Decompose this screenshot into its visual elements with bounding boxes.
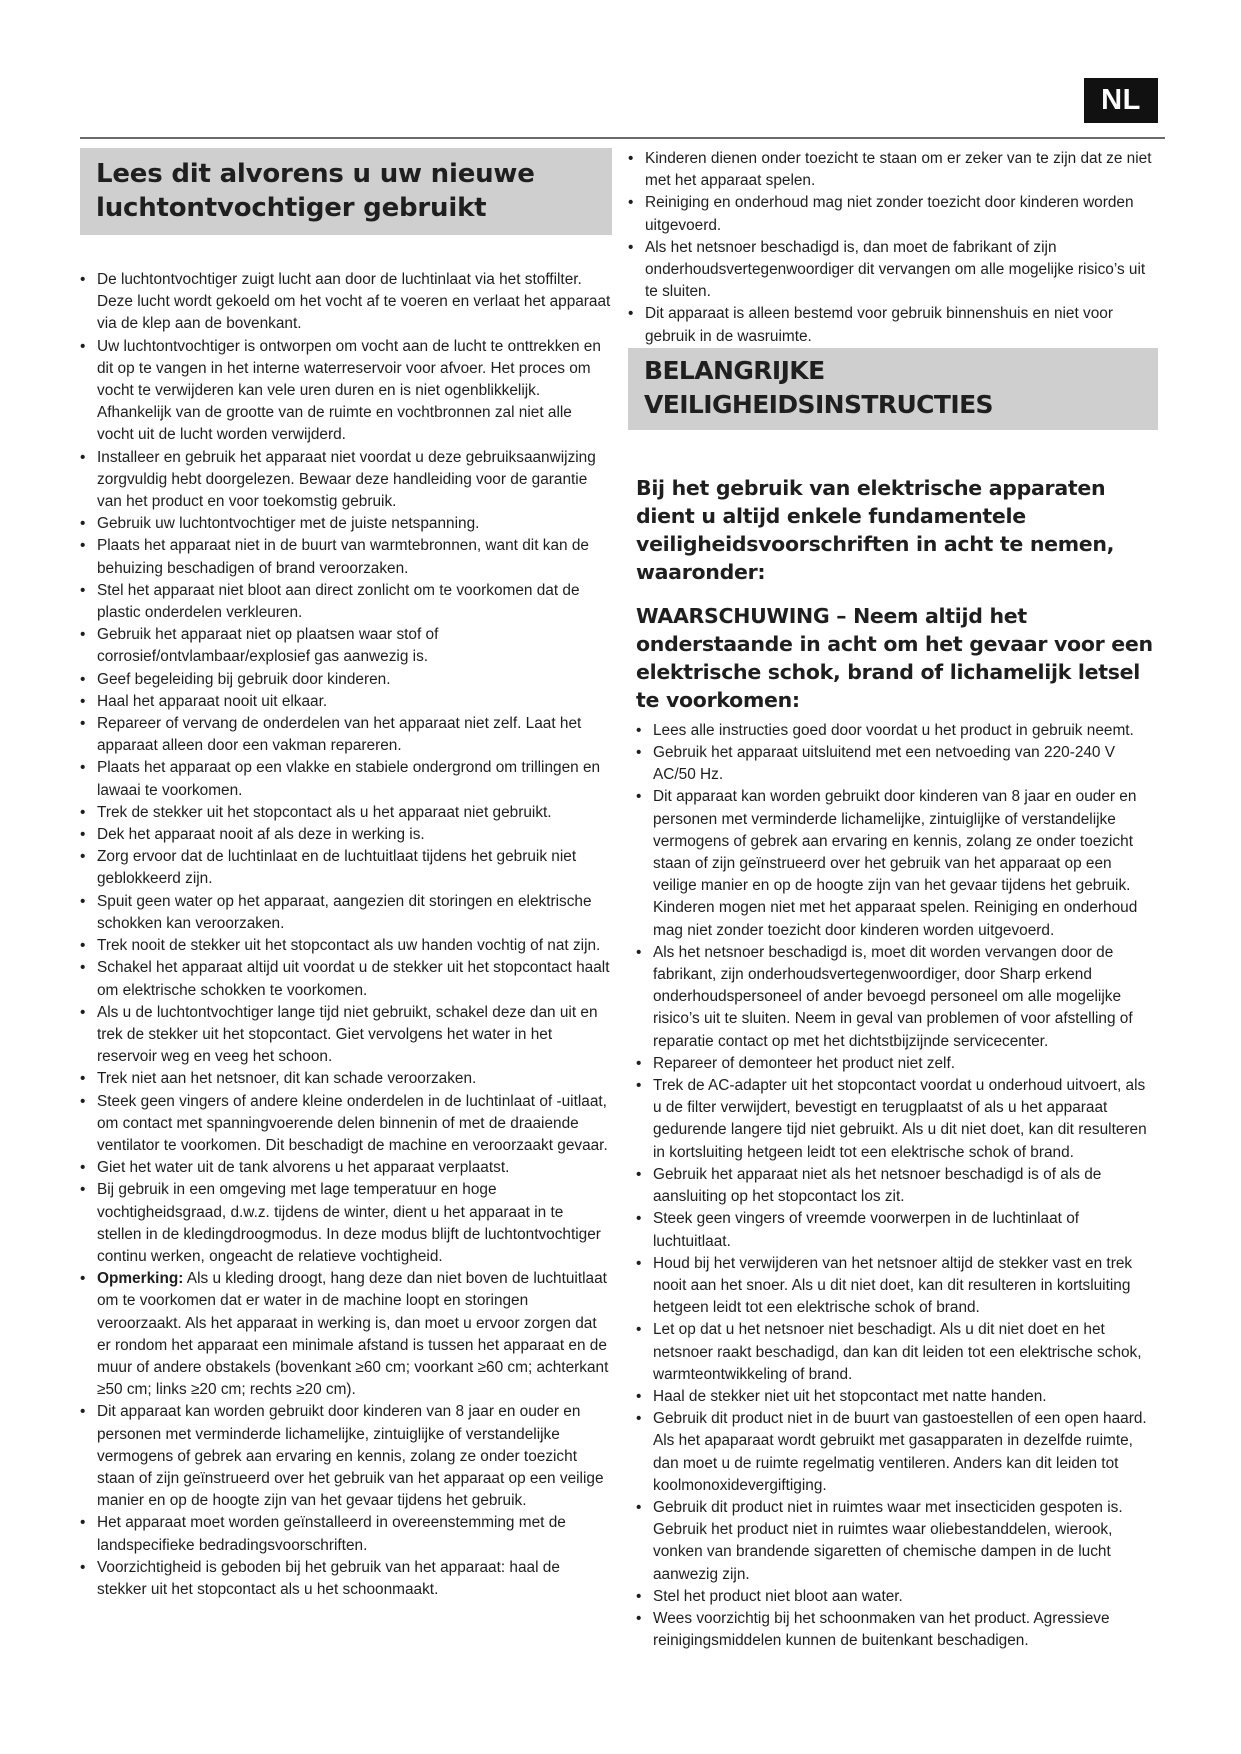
list-item-text: Spuit geen water op het apparaat, aangezien dit storingen en elektrische schokken kan veroorzaken. [97,892,592,932]
bullet-icon: • [628,194,634,212]
list-item-text: Gebruik het apparaat niet op plaatsen waar stof of corrosief/ontvlambaar/explosief gas aanwezig is. [97,626,439,666]
right-top-bullet-list [628,148,1158,348]
list-item [636,1608,1158,1652]
list-item-text: Als het netsnoer beschadigd is, moet dit worden vervangen door de fabrikant, zijn onderhoudsvertegenwoordiger, door Sharp erkend onderhoudspersoneel of ander bevoegd personeel om alle mogelijke risico’s uit te sluiten. Neem in geval van problemen of voor afstelling of reparatie contact op met het dichtstbijzijnde servicecenter. [653,943,1133,1050]
note-text: Als u kleding droogt, hang deze dan niet boven de luchtuitlaat om te voorkomen dat er water in de machine loopt en storingen veroorzaakt. Als het apparaat in werking is, dan moet u ervoor zorgen dat er rondom het apparaat een minimale afstand is tussen het apparaat en de muur of andere obstakels (bovenkant ≥60 cm; voorkant ≥60 cm; achterkant ≥50 cm; links ≥20 cm; rechts ≥20 cm). [97,1270,609,1399]
list-item-text: Gebruik uw luchtontvochtiger met de juiste netspanning. [97,515,480,533]
bullet-icon: • [636,744,642,762]
list-item [80,713,612,757]
list-item-text: Gebruik het apparaat uitsluitend met een netvoeding van 220-240 V AC/50 Hz. [653,744,1116,784]
list-item-text: Het apparaat moet worden geïnstalleerd in overeenstemming met de landspecifieke bedradingsvoorschriften. [97,1514,566,1554]
list-item-text: Bij gebruik in een omgeving met lage temperatuur en hoge vochtigheidsgraad, d.w.z. tijdens de winter, dient u het apparaat in te stellen in de kledingdroogmodus. In deze modus blijft de luchtontvochtiger continu werken, ongeacht de relatieve vochtigheid. [97,1181,601,1265]
list-item [80,1512,612,1556]
language-badge: NL [1084,78,1158,123]
list-item [80,1401,612,1512]
bullet-icon: • [80,959,86,977]
bullet-icon: • [636,943,642,961]
note-label: Opmerking: [97,1270,184,1288]
list-item [636,1386,1158,1408]
list-item-text: Trek de AC-adapter uit het stopcontact voordat u onderhoud uitvoert, als u de filter verwijdert, bevestigt en terugplaatst of als u het apparaat gedurende langere tijd niet gebruikt. Als u dit niet doet, kan dit resulteren in kortsluiting hetgeen leidt tot een elektrische schok of brand. [653,1077,1147,1161]
bullet-icon: • [80,271,86,288]
left-column [80,148,612,1601]
safety-subheading: Bij het gebruik van elektrische apparaten dient u altijd enkele fundamentele veiligheidsvoorschriften in acht te nemen, waaronder: [636,475,1115,584]
list-item [80,669,612,691]
list-item [80,447,612,514]
bullet-icon: • [628,305,634,323]
list-item [80,802,612,824]
list-item-text: Houd bij het verwijderen van het netsnoer altijd de stekker vast en trek nooit aan het snoer. Als u dit niet doet, kan dit resulteren in kortsluiting hetgeen leidt tot een elektrische schok of brand. [653,1254,1133,1317]
list-item-text: Wees voorzichtig bij het schoonmaken van het product. Agressieve reinigingsmiddelen kunnen de buitenkant beschadigen. [653,1609,1110,1650]
list-item-text: Repareer of demonteer het product niet zelf. [653,1054,956,1072]
list-item [80,1068,612,1090]
note-item [80,1268,612,1401]
list-item-text: Plaats het apparaat niet in de buurt van warmtebronnen, want dit kan de behuizing beschadigen of brand veroorzaken. [97,537,589,577]
bullet-icon: • [80,1270,86,1288]
list-item [80,1002,612,1069]
list-item [636,1586,1158,1608]
bullet-icon: • [80,515,86,533]
list-item [80,1091,612,1158]
bullet-icon: • [80,1003,86,1021]
list-item [80,624,612,668]
list-item-text: Stel het apparaat niet bloot aan direct zonlicht om te voorkomen dat de plastic onderdelen verkleuren. [97,581,580,622]
bullet-icon: • [80,937,86,955]
list-item-text: Let op dat u het netsnoer niet beschadigt. Als u dit niet doet en het netsnoer raakt beschadigd, dan kan dit leiden tot een elektrische schok, warmteontwikkeling of brand. [653,1321,1142,1383]
list-item-text: Gebruik het apparaat niet als het netsnoer beschadigd is of als de aansluiting op het stopcontact los zit. [653,1165,1102,1206]
list-item-text: Haal het apparaat nooit uit elkaar. [97,692,328,710]
list-item [636,1053,1158,1075]
list-item-text: Stel het product niet bloot aan water. [653,1587,903,1605]
bullet-icon: • [80,1092,86,1110]
bullet-icon: • [636,1165,642,1183]
list-item-text: Installeer en gebruik het apparaat niet voordat u deze gebruiksaanwijzing zorgvuldig hebt doorgelezen. Bewaar deze handleiding voor de garantie van het product en voor toekomstig gebruik. [97,448,596,511]
list-item-text: Steek geen vingers of vreemde voorwerpen in de luchtinlaat of luchtuitlaat. [653,1210,1080,1250]
list-item [636,786,1158,941]
list-item [628,192,1158,236]
left-section-title-box [80,148,612,235]
bullet-icon: • [80,803,86,821]
list-item-text: Geef begeleiding bij gebruik door kinderen. [97,670,391,688]
list-item [636,1497,1158,1586]
list-item-text: Trek de stekker uit het stopcontact als u het apparaat niet gebruikt. [97,803,552,821]
bullet-icon: • [80,670,86,688]
list-item [80,691,612,713]
list-item [80,269,612,336]
list-item [80,824,612,846]
list-item [80,846,612,890]
list-item-text: Plaats het apparaat op een vlakke en stabiele ondergrond om trillingen en lawaai te voorkomen. [97,759,601,799]
bullet-icon: • [636,788,642,806]
bullet-icon: • [636,1077,642,1095]
bullet-icon: • [80,337,86,355]
header-rule [80,137,1165,139]
list-item [80,1157,612,1179]
list-item-text: Als u de luchtontvochtiger lange tijd niet gebruikt, schakel deze dan uit en trek de stekker uit het stopcontact. Giet vervolgens het water in het reservoir weg en veeg het schoon. [97,1003,598,1066]
list-item-text: Schakel het apparaat altijd uit voordat u de stekker uit het stopcontact haalt om elektrische schokken te voorkomen. [97,959,610,999]
bullet-icon: • [636,1410,642,1428]
bullet-icon: • [636,1498,642,1516]
list-item [628,303,1158,347]
list-item [636,1075,1158,1164]
list-item [636,942,1158,1053]
list-item [80,757,612,801]
bullet-icon: • [80,1181,86,1199]
list-item-text: Steek geen vingers of andere kleine onderdelen in de luchtinlaat of -uitlaat, om contact met spanningvoerende delen binnenin of met de draaiende ventilator te voorkomen. Dit beschadigt de machine en veroorzaakt gevaar. [97,1092,608,1154]
list-item [636,1319,1158,1386]
list-item-text: Dit apparaat is alleen bestemd voor gebruik binnenshuis en niet voor gebruik in de wasruimte. [645,305,1113,345]
list-item-text: Reiniging en onderhoud mag niet zonder toezicht door kinderen worden uitgevoerd. [645,194,1134,234]
list-item [628,237,1158,304]
bullet-icon: • [80,848,86,866]
bullet-icon: • [636,1254,642,1272]
bullet-icon: • [80,1159,86,1177]
bullet-icon: • [636,1054,642,1072]
bullet-icon: • [636,1387,642,1405]
bullet-icon: • [80,1070,86,1088]
list-item-text: Uw luchtontvochtiger is ontworpen om vocht aan de lucht te onttrekken en dit op te vangen in het interne waterreservoir voor afvoer. Het proces om vocht te verwijderen kan vele uren duren en is niet ogenblikkelijk. Afhankelijk van de grootte van de ruimte en vochtbronnen zal niet alle vocht uit de lucht worden verwijderd. [97,337,601,444]
list-item-text: Kinderen dienen onder toezicht te staan om er zeker van te zijn dat ze niet met het apparaat spelen. [645,150,1152,190]
list-item-text: Als het netsnoer beschadigd is, dan moet de fabrikant of zijn onderhoudsvertegenwoordiger dit vervangen om alle mogelijke risico’s uit te sluiten. [645,238,1146,301]
list-item [80,336,612,447]
list-item-text: Dit apparaat kan worden gebruikt door kinderen van 8 jaar en ouder en personen met verminderde lichamelijke, zintuiglijke of verstandelijke vermogens of gebrek aan ervaring en kennis, zolang ze onder toezicht staan of zijn geïnstrueerd over het gebruik van het apparaat op een veilige manier en op de hoogte zijn van het gevaar tijdens het gebruik. [97,1403,604,1510]
list-item-text: De luchtontvochtiger zuigt lucht aan door de luchtinlaat via het stoffilter. Deze lucht wordt gekoeld om het vocht af te voeren en verlaat het apparaat via de klep aan de bovenkant. [97,271,611,333]
list-item-text: Voorzichtigheid is geboden bij het gebruik van het apparaat: haal de stekker uit het stopcontact als u het schoonmaakt. [97,1558,560,1598]
list-item [628,148,1158,192]
bullet-icon: • [628,150,634,167]
bullet-icon: • [628,238,634,256]
left-section-title: Lees dit alvorens u uw nieuwe luchtontvochtiger gebruikt [96,159,535,223]
bullet-icon: • [80,581,86,599]
left-bullet-list [80,269,612,1601]
bullet-icon: • [80,1558,86,1576]
list-item [636,742,1158,786]
list-item-text: Giet het water uit de tank alvorens u het apparaat verplaatst. [97,1159,510,1177]
bullet-icon: • [636,1321,642,1339]
list-item [636,1408,1158,1497]
list-item-text: Trek niet aan het netsnoer, dit kan schade veroorzaken. [97,1070,477,1088]
safety-title-box [628,348,1158,430]
list-item-text: Zorg ervoor dat de luchtinlaat en de luchtuitlaat tijdens het gebruik niet geblokkeerd zijn. [97,848,577,888]
bullet-icon: • [80,537,86,555]
list-item [636,1208,1158,1252]
bullet-icon: • [80,1514,86,1532]
list-item [636,1164,1158,1208]
list-item [80,535,612,579]
list-item [80,580,612,624]
warning-heading: WAARSCHUWING – Neem altijd het onderstaande in acht om het gevaar voor een elektrische schok, brand of lichamelijk letsel te voorkomen: [636,603,1153,712]
list-item [80,957,612,1001]
list-item [80,1557,612,1601]
list-item-text: Haal de stekker niet uit het stopcontact met natte handen. [653,1387,1047,1405]
list-item [80,891,612,935]
list-item-text: Dek het apparaat nooit af als deze in werking is. [97,826,425,844]
note-text-wrapper [96,1268,612,1401]
bullet-icon: • [80,826,86,844]
list-item [80,935,612,957]
list-item-text: Dit apparaat kan worden gebruikt door kinderen van 8 jaar en ouder en personen met verminderde lichamelijke, zintuiglijke of verstandelijke vermogens of gebrek aan ervaring en kennis, zolang ze onder toezicht staan of zijn geïnstrueerd over het gebruik van het apparaat op een veilige manier en op de hoogte zijn van het gevaar tijdens het gebruik. Kinderen mogen niet met het apparaat spelen. Reiniging en onderhoud mag niet zonder toezicht door kinderen worden uitgevoerd. [653,788,1138,939]
safety-bullet-list [636,720,1158,1653]
bullet-icon: • [636,1587,642,1605]
safety-title: BELANGRIJKE VEILIGHEIDSINSTRUCTIES [644,355,993,419]
bullet-icon: • [636,721,642,739]
list-item [80,513,612,535]
list-item-text: Gebruik dit product niet in ruimtes waar met insecticiden gespoten is. Gebruik het product niet in ruimtes waar oliebestanddelen, wierook, vonken van brandende sigaretten of chemische dampen in de lucht aanwezig zijn. [653,1498,1123,1583]
list-item-text: Repareer of vervang de onderdelen van het apparaat niet zelf. Laat het apparaat alleen door een vakman repareren. [97,715,582,755]
list-item-text: Gebruik dit product niet in de buurt van gastoestellen of een open haard. Als het apaparaat wordt gebruikt met gasapparaten in dezelfde ruimte, dan moet u de ruimte regelmatig ventileren. Anders kan dit leiden tot koolmonoxidevergiftiging. [653,1410,1147,1494]
bullet-icon: • [80,1403,86,1421]
list-item [636,720,1158,742]
bullet-icon: • [636,1210,642,1228]
right-column [628,148,1158,1652]
bullet-icon: • [636,1609,642,1627]
list-item [636,1253,1158,1320]
bullet-icon: • [80,448,86,466]
list-item-text: Lees alle instructies goed door voordat u het product in gebruik neemt. [653,721,1134,739]
bullet-icon: • [80,692,86,710]
list-item [80,1179,612,1268]
bullet-icon: • [80,892,86,910]
bullet-icon: • [80,715,86,733]
bullet-icon: • [80,759,86,777]
list-item-text: Trek nooit de stekker uit het stopcontact als uw handen vochtig of nat zijn. [97,937,601,955]
bullet-icon: • [80,626,86,644]
